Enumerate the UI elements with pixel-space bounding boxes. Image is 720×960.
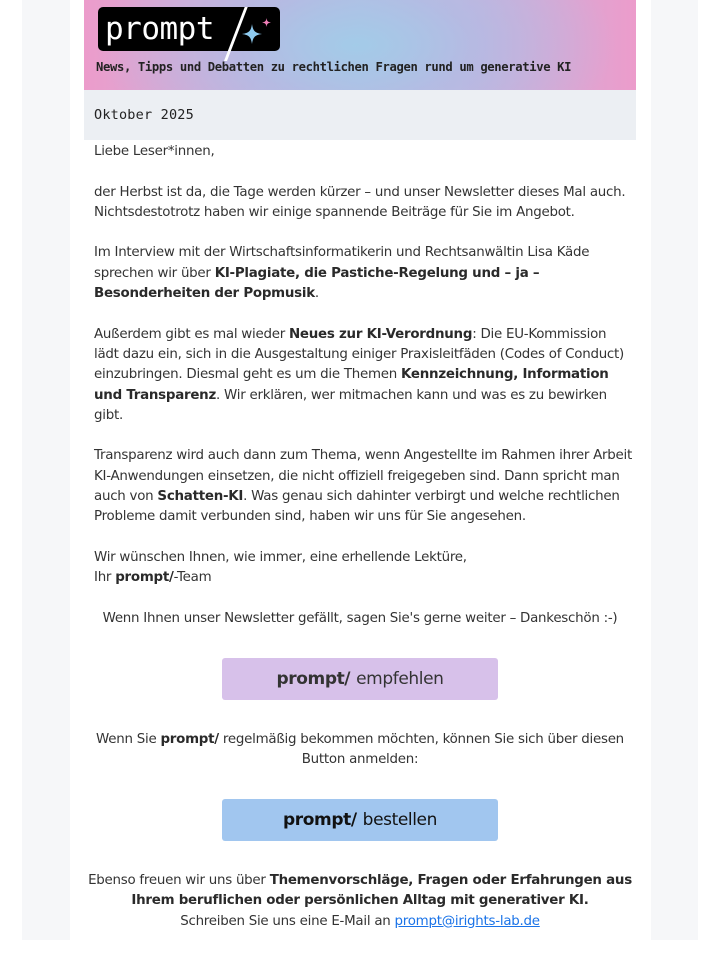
subscribe-text: Wenn Sie prompt/ regelmäßig bekommen möchten, können Sie sich über diesen Button anmelden: [96, 732, 624, 768]
feedback-text: Ebenso freuen wir uns über Themenvorschläge, Fragen oder Erfahrungen aus Ihrem beruflichen oder persönlichen Alltag mit generativer KI. Schreiben Sie uns eine E-Mail an prompt@irights-lab.de [88, 873, 632, 929]
share-prompt-text: Wenn Ihnen unser Newsletter gefällt, sagen Sie's gerne weiter – Dankeschön :-) [102, 611, 618, 626]
letter-body [94, 142, 634, 609]
logo-text: prompt [105, 11, 214, 47]
interview-paragraph: Im Interview mit der Wirtschaftsinformatikerin und Rechtsanwältin Lisa Käde sprechen wir über KI-Plagiate, die Pastiche-Regelung und – ja – Besonderheiten der Popmusik. [94, 245, 590, 302]
intro-paragraph: der Herbst ist da, die Tage werden kürzer – und unser Newsletter dieses Mal auch. Nichtsdestotrotz haben wir einige spannende Beiträge für Sie im Angebot. [94, 184, 626, 220]
ai-act-paragraph: Außerdem gibt es mal wieder Neues zur KI-Verordnung: Die EU-Kommission lädt dazu ein, sich in die Ausgestaltung einiger Praxisleitfäden (Codes of Conduct) einzubringen. Diesmal geht es um die Themen Kennzeichnung, Information und Transparenz. Wir erklären, wer mitmachen kann und was es zu bewirken gibt. [94, 326, 625, 423]
prompt-logo[interactable] [98, 7, 280, 51]
issue-date: Oktober 2025 [94, 107, 194, 123]
sparkle-icon [242, 24, 262, 44]
newsletter-header [84, 0, 636, 90]
shadow-ai-paragraph: Transparenz wird auch dann zum Thema, wenn Angestellte im Rahmen ihrer Arbeit KI-Anwendungen einsetzen, die nicht offiziell freigegeben sind. Dann spricht man auch von Schatten-KI. Was genau sich dahinter verbirgt und welche rechtlichen Probleme damit verbunden sind, haben wir uns für Sie angesehen. [94, 448, 632, 525]
small-sparkle-icon [262, 18, 271, 27]
closing: Wir wünschen Ihnen, wie immer, eine erhellende Lektüre, Ihr prompt/-Team [94, 549, 467, 586]
newsletter-tagline: News, Tipps und Debatten zu rechtlichen Fragen rund um generative KI [96, 60, 572, 74]
issue-date-bar [84, 90, 636, 140]
greeting: Liebe Leser*innen, [94, 144, 215, 159]
email-link[interactable]: prompt@irights-lab.de [394, 913, 540, 929]
subscribe-button[interactable]: prompt/ bestellen [222, 799, 498, 841]
recommend-button[interactable]: prompt/ empfehlen [222, 658, 498, 700]
